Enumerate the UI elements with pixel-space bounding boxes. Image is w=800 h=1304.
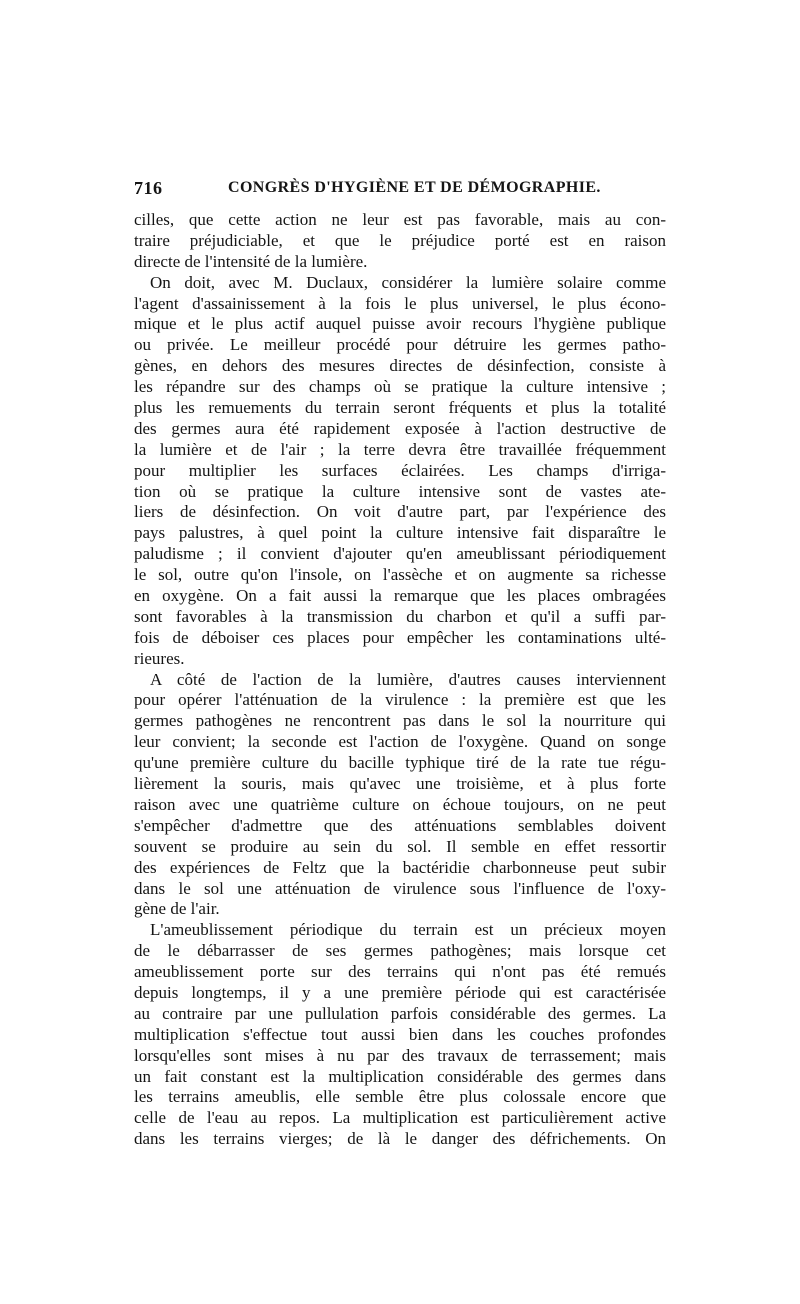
text-line: en oxygène. On a fait aussi la remarque que les places ombragées [134,586,666,606]
text-line: dans les terrains vierges; de là le danger des défrichements. On [134,1129,666,1149]
text-line: traire préjudiciable, et que le préjudice porté est en raison [134,230,666,250]
text-line: des expériences de Feltz que la bactéridie charbonneuse peut subir [134,857,666,877]
text-line: directe de l'intensité de la lumière. [134,251,368,271]
text-line: fois de déboiser ces places pour empêcher les contaminations ulté- [134,627,666,647]
text-line: germes pathogènes ne rencontrent pas dans le sol la nourriture qui [134,711,666,731]
text-line: lorsqu'elles sont mises à nu par des travaux de terrassement; mais [134,1045,666,1065]
text-line: dans le sol une atténuation de virulence sous l'influence de l'oxy- [134,878,666,898]
text-line: cilles, que cette action ne leur est pas favorable, mais au con- [134,210,666,229]
text-line: au contraire par une pullulation parfois considérable des germes. La [134,1003,666,1023]
text-line: de le débarrasser de ses germes pathogènes; mais lorsque cet [134,941,666,961]
text-line: des germes aura été rapidement exposée à l'action destructive de [134,418,666,438]
text-line: pays palustres, à quel point la culture intensive fait disparaître le [134,523,666,543]
text-line: raison avec une quatrième culture on échoue toujours, on ne peut [134,794,666,814]
text-line: rieures. [134,648,185,668]
text-line: tion où se pratique la culture intensive sont de vastes ate- [134,481,666,501]
text-line: les répandre sur des champs où se pratique la culture intensive ; [134,377,666,397]
text-line: plus les remuements du terrain seront fréquents et plus la totalité [134,398,666,418]
text-line: s'empêcher d'admettre que des atténuations semblables doivent [134,815,666,835]
text-line: ameublissement porte sur des terrains qui n'ont pas été remués [134,962,666,982]
text-line: ou privée. Le meilleur procédé pour détruire les germes patho- [134,335,666,355]
body-text [134,210,666,1150]
text-line: pour multiplier les surfaces éclairées. Les champs d'irriga- [134,460,666,480]
text-line: A côté de l'action de la lumière, d'autres causes interviennent [150,669,666,689]
page-number: 716 [134,178,163,198]
text-line: paludisme ; il convient d'ajouter qu'en ameublissant périodiquement [134,544,666,564]
text-line: gènes, en dehors des mesures directes de désinfection, consiste à [134,356,666,376]
text-line: les terrains ameublis, elle semble être plus colossale encore que [134,1087,666,1107]
page-header [134,178,664,202]
text-line: souvent se produire au sein du sol. Il semble en effet ressortir [134,836,666,856]
text-line: leur convient; la seconde est l'action de l'oxygène. Quand on songe [134,732,666,752]
text-line: gène de l'air. [134,899,220,919]
text-line: On doit, avec M. Duclaux, considérer la lumière solaire comme [150,272,666,292]
text-line: l'agent d'assainissement à la fois le plus universel, le plus écono- [134,293,666,313]
text-line: L'ameublissement périodique du terrain est un précieux moyen [150,920,666,940]
text-line: lièrement la souris, mais qu'avec une troisième, et à plus forte [134,774,666,794]
text-line: multiplication s'effectue tout aussi bien dans les couches profondes [134,1024,666,1044]
text-line: celle de l'eau au repos. La multiplication est particulièrement active [134,1108,666,1128]
text-line: mique et le plus actif auquel puisse avoir recours l'hygiène publique [134,314,666,334]
text-line: sont favorables à la transmission du charbon et qu'il a suffi par- [134,606,666,626]
text-line: qu'une première culture du bacille typhique tiré de la rate tue régu- [134,753,666,773]
running-title: CONGRÈS D'HYGIÈNE ET DE DÉMOGRAPHIE. [228,179,601,196]
text-line: depuis longtemps, il y a une première période qui est caractérisée [134,982,666,1002]
text-line: liers de désinfection. On voit d'autre part, par l'expérience des [134,502,666,522]
text-line: le sol, outre qu'on l'insole, on l'assèche et on augmente sa richesse [134,565,666,585]
text-line: un fait constant est la multiplication considérable des germes dans [134,1066,666,1086]
text-line: pour opérer l'atténuation de la virulence : la première est que les [134,690,666,710]
text-line: la lumière et de l'air ; la terre devra être travaillée fréquemment [134,439,666,459]
